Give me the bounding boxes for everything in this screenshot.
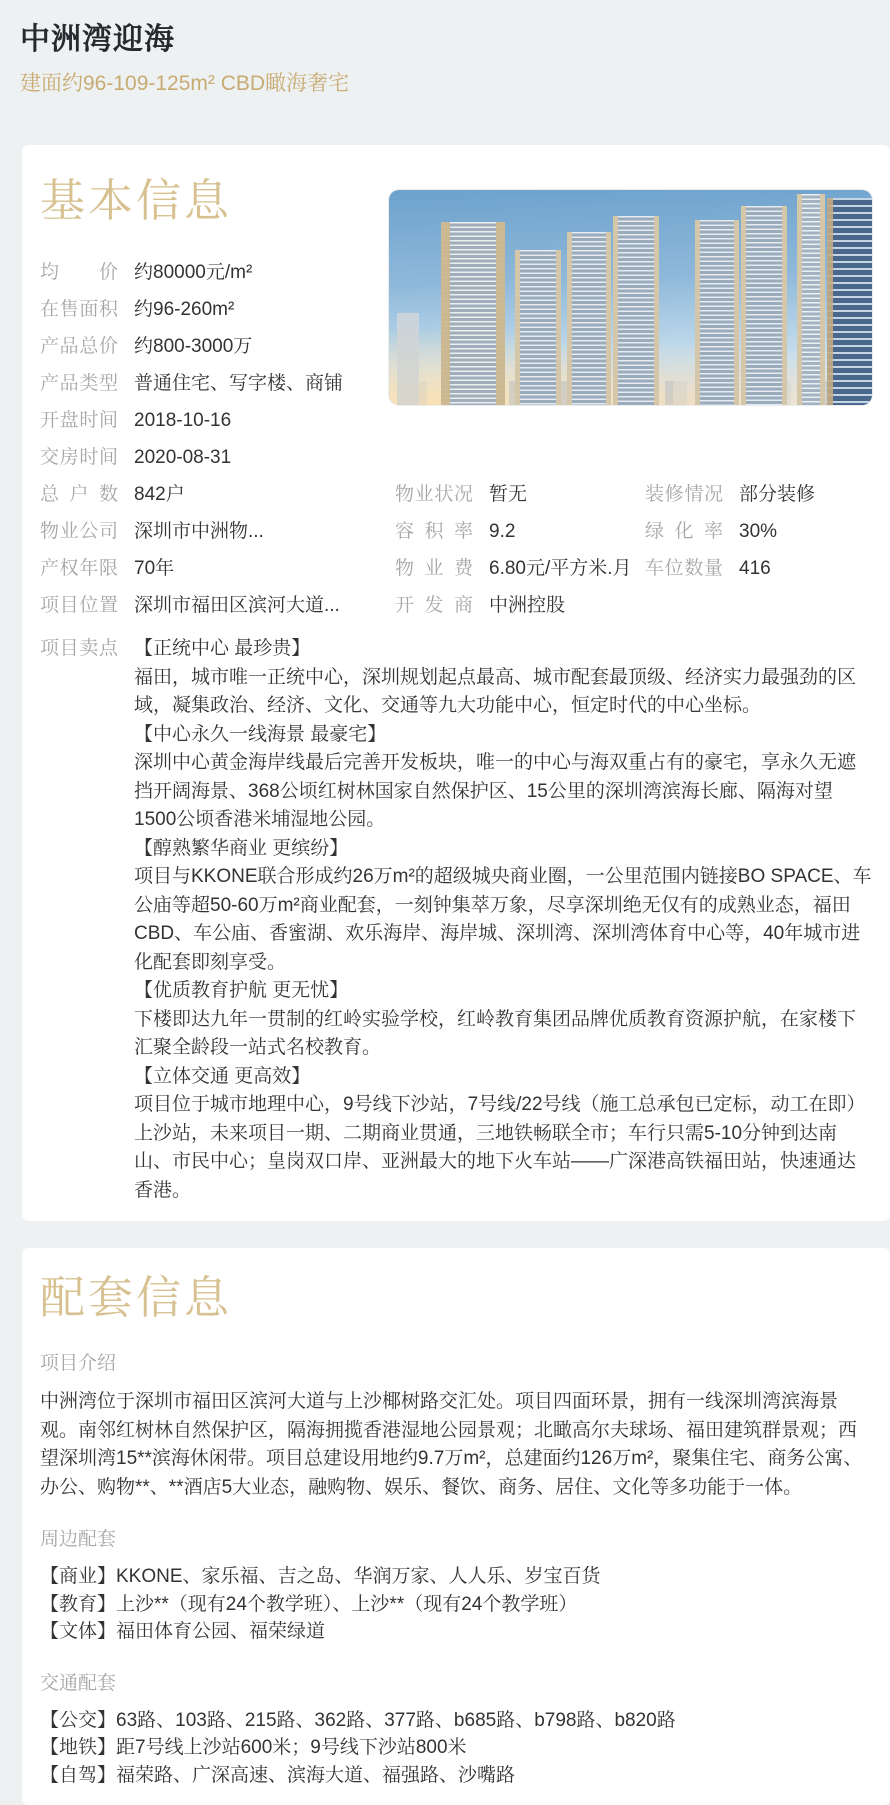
nearby-facilities-item: 【文体】福田体育公园、福荣绿道 — [40, 1621, 326, 1642]
info-label: 产品总价 — [40, 336, 118, 357]
info-label: 产权年限 — [40, 558, 118, 579]
basic-info-card — [22, 145, 890, 1221]
info-label: 在售面积 — [40, 299, 118, 320]
traffic-facilities-item: 【公交】63路、103路、215路、362路、377路、b685路、b798路、b820路 — [40, 1709, 676, 1731]
page-subtitle: 建面约96-109-125m² CBD瞰海奢宅 — [20, 72, 350, 95]
info-row — [645, 520, 872, 543]
info-value: 2020-08-31 — [134, 447, 232, 468]
info-label: 交房时间 — [40, 447, 118, 468]
nearby-facilities-item: 【商业】KKONE、家乐福、吉之岛、华润万家、人人乐、岁宝百货 — [40, 1566, 601, 1587]
info-label: 绿化率 — [645, 521, 723, 542]
selling-point-line: 项目位于城市地理中心，9号线下沙站，7号线/22号线（施工总承包已定标，动工在即）上沙站，未来项目一期、二期商业贯通，三地铁畅联全市；车行只需5-10分钟到达南山、市民中心；皇岗双口岸、亚洲最大的地下火车站——广深港高铁福田站，快速通达香港。 — [134, 1094, 866, 1201]
info-label: 容积率 — [395, 521, 473, 542]
info-label: 开发商 — [395, 595, 473, 616]
info-value: 普通住宅、写字楼、商铺 — [134, 373, 344, 394]
info-value: 深圳市中洲物... — [134, 521, 264, 542]
info-value: 深圳市福田区滨河大道... — [134, 595, 340, 616]
selling-points-text — [134, 635, 872, 1205]
selling-point-line: 福田，城市唯一正统中心，深圳规划起点最高、城市配套最顶级、经济实力最强劲的区域，凝集政治、经济、文化、交通等九大功能中心，恒定时代的中心坐标。 — [134, 666, 857, 716]
traffic-facilities-item: 【自驾】福荣路、广深高速、滨海大道、福强路、沙嘴路 — [40, 1764, 516, 1786]
page-title: 中洲湾迎海 — [20, 23, 175, 56]
support-info-card — [22, 1248, 890, 1805]
info-row — [40, 557, 395, 580]
info-row — [40, 372, 400, 395]
info-label: 物业公司 — [40, 521, 118, 542]
selling-points-row — [40, 635, 872, 1205]
nearby-facilities-list — [40, 1563, 872, 1646]
info-row — [395, 520, 645, 543]
nearby-facilities-item: 【教育】上沙**（现有24个教学班）、上沙**（现有24个教学班） — [40, 1593, 578, 1615]
project-intro-label: 项目介绍 — [40, 1353, 117, 1374]
page-header — [0, 0, 890, 98]
info-row — [40, 520, 395, 543]
info-value: 约96-260m² — [134, 299, 235, 320]
selling-point-line: 下楼即达九年一贯制的红岭实验学校，红岭教育集团品牌优质教育资源护航，在家楼下汇聚全龄段一站式名校教育。 — [134, 1008, 857, 1058]
info-row — [40, 261, 400, 284]
info-value: 中洲控股 — [489, 595, 566, 616]
basic-info-grid-col1 — [40, 483, 395, 631]
info-row — [395, 483, 645, 506]
building-tower-2 — [515, 250, 561, 405]
info-value: 30% — [739, 521, 778, 542]
selling-point-line: 【立体交通 更高效】 — [134, 1065, 311, 1087]
building-tower-5 — [695, 220, 739, 405]
info-row — [645, 483, 872, 506]
info-label: 开盘时间 — [40, 410, 118, 431]
info-value: 842户 — [134, 484, 185, 505]
basic-info-grid — [40, 483, 872, 631]
info-label: 均价 — [40, 262, 118, 283]
info-label: 总户数 — [40, 484, 118, 505]
info-value: 416 — [739, 558, 771, 579]
info-label: 装修情况 — [645, 484, 723, 505]
building-tower-7 — [797, 194, 825, 405]
info-row — [645, 557, 872, 580]
building-tower-4 — [613, 216, 659, 405]
property-rendering-image — [389, 190, 872, 405]
building-tower-6 — [741, 206, 787, 405]
info-label: 产品类型 — [40, 373, 118, 394]
selling-point-line: 【醇熟繁华商业 更缤纷】 — [134, 837, 349, 859]
section-title-basic-info: 基本信息 — [40, 175, 233, 226]
info-row — [40, 446, 400, 469]
info-label: 项目位置 — [40, 595, 118, 616]
building-tower-8 — [827, 198, 872, 405]
building-tower-3 — [567, 232, 611, 405]
info-row — [40, 335, 400, 358]
traffic-facilities-item: 【地铁】距7号线上沙站600米；9号线下沙站800米 — [40, 1737, 467, 1758]
info-label: 车位数量 — [645, 558, 723, 579]
selling-points-label: 项目卖点 — [40, 638, 118, 659]
selling-point-line: 项目与KKONE联合形成约26万m²的超级城央商业圈，一公里范围内链接BO SPACE、车公庙等超50-60万m²商业配套，一刻钟集萃万象，尽享深圳绝无仅有的成熟业态，福田CBD、车公庙、香蜜湖、欢乐海岸、海岸城、深圳湾、深圳湾体育中心等，40年城市进化配套即刻享受。 — [134, 866, 872, 973]
basic-info-top-rows — [40, 261, 400, 469]
info-row — [395, 594, 645, 617]
info-value: 2018-10-16 — [134, 410, 232, 431]
nearby-facilities-label: 周边配套 — [40, 1529, 117, 1550]
info-row — [40, 409, 400, 432]
info-row — [395, 557, 645, 580]
info-label: 物业费 — [395, 558, 473, 579]
info-value: 部分装修 — [739, 484, 816, 505]
basic-info-grid-col3 — [645, 483, 872, 631]
project-intro-text: 中洲湾位于深圳市福田区滨河大道与上沙椰树路交汇处。项目四面环景，拥有一线深圳湾滨海景观。南邻红树林自然保护区，隔海拥揽香港湿地公园景观；北瞰高尔夫球场、福田建筑群景观；西望深圳湾15**滨海休闲带。项目总建设用地约9.7万m²，总建面约126万m²，聚集住宅、商务公寓、办公、购物**、**酒店5大业态，融购物、娱乐、餐饮、商务、居住、文化等多功能于一体。 — [40, 1391, 863, 1498]
selling-point-line: 深圳中心黄金海岸线最后完善开发板块，唯一的中心与海双重占有的豪宅，享永久无遮挡开阔海景、368公顷红树林国家自然保护区、15公里的深圳湾滨海长廊、隔海对望1500公顷香港米埔湿地公园。 — [134, 752, 857, 830]
info-value: 约800-3000万 — [134, 336, 253, 357]
info-row — [40, 594, 395, 617]
selling-point-line: 【中心永久一线海景 最豪宅】 — [134, 723, 387, 745]
traffic-facilities-label: 交通配套 — [40, 1672, 117, 1694]
basic-info-grid-col2 — [395, 483, 645, 631]
info-label: 物业状况 — [395, 484, 473, 505]
info-row — [40, 483, 395, 506]
info-value: 约80000元/m² — [134, 262, 253, 283]
traffic-facilities-list — [40, 1707, 872, 1790]
selling-point-line: 【正统中心 最珍贵】 — [134, 638, 311, 659]
info-value: 70年 — [134, 558, 175, 579]
info-value: 9.2 — [489, 521, 516, 542]
building-tower-far-left — [397, 313, 419, 405]
info-value: 6.80元/平方米.月 — [489, 558, 632, 579]
selling-point-line: 【优质教育护航 更无忧】 — [134, 980, 349, 1001]
building-tower-1 — [441, 222, 505, 405]
section-title-support-info: 配套信息 — [40, 1272, 233, 1323]
info-row — [40, 298, 400, 321]
info-value: 暂无 — [489, 484, 528, 505]
